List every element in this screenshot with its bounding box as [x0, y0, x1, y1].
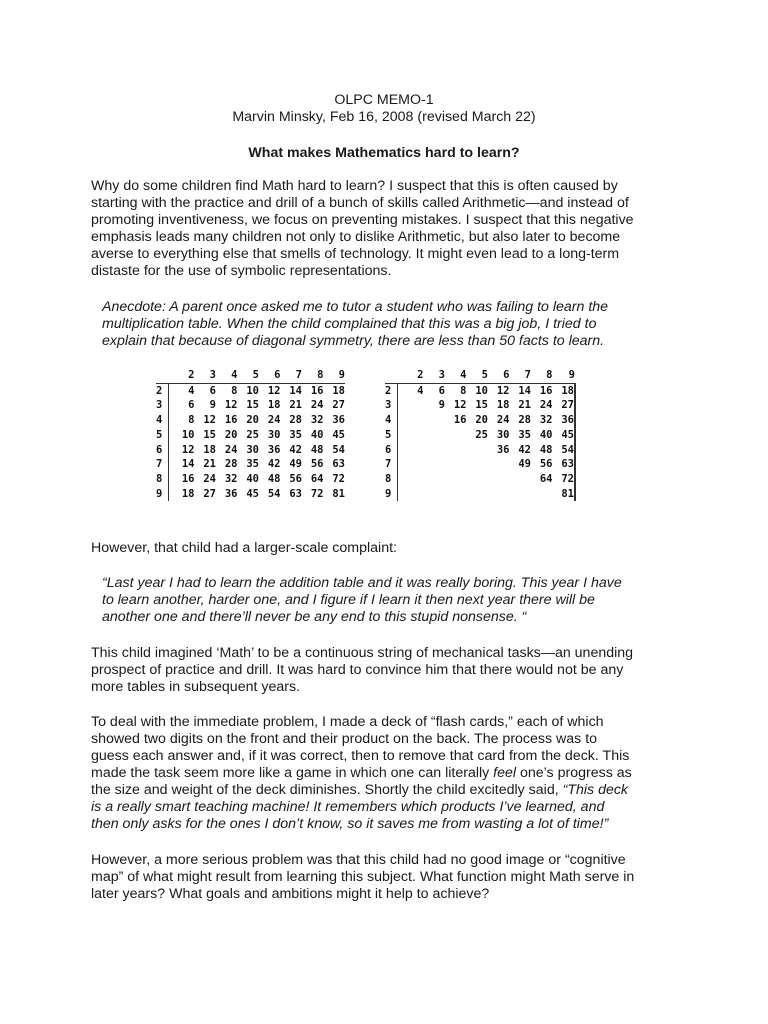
product-cell: 18 [332, 384, 345, 397]
product-cell: 81 [332, 487, 345, 500]
column-header: 9 [324, 368, 346, 383]
text-line: To deal with the immediate problem, I made a deck of “flash cards,” each of which [91, 714, 604, 730]
product-cell: 64 [310, 472, 324, 485]
memo-number: OLPC MEMO-1 [334, 92, 434, 108]
multiplication-table-half [385, 368, 576, 501]
column-header: 7 [510, 368, 532, 383]
table-row [385, 487, 575, 502]
row-header: 2 [156, 384, 163, 397]
product-cell: 15 [475, 399, 488, 412]
text-line: promoting inventiveness, we focus on preventing mistakes. I suspect that this negative [91, 212, 634, 228]
product-cell: 18 [267, 399, 281, 412]
row-header: 5 [385, 428, 392, 441]
product-cell: 48 [310, 443, 324, 456]
column-header: 2 [402, 368, 424, 383]
product-cell: 63 [289, 487, 302, 500]
text-segment: made the task seem more like a game in which one can literally [91, 765, 494, 781]
row-header: 3 [385, 399, 392, 412]
table-row [385, 443, 575, 458]
product-cell: 36 [224, 487, 238, 500]
product-cell [467, 443, 489, 458]
product-cell: 30 [496, 428, 510, 441]
table-header-row [385, 368, 575, 383]
row-header: 6 [385, 443, 392, 456]
product-cell: 12 [224, 399, 238, 412]
row-header: 9 [156, 487, 163, 500]
row-header: 6 [156, 443, 163, 456]
column-header: 5 [238, 368, 260, 383]
column-header: 4 [216, 368, 238, 383]
product-cell [424, 413, 446, 428]
product-cell [402, 443, 424, 458]
product-cell [424, 472, 446, 487]
text-segment: the size and weight of the deck diminishes. Shortly the child excitedly said, [91, 782, 563, 798]
product-cell [402, 457, 424, 472]
text-line [91, 782, 691, 799]
product-cell: 54 [553, 443, 576, 458]
product-cell: 30 [267, 428, 281, 441]
product-cell: 40 [539, 428, 553, 441]
product-cell [531, 487, 553, 502]
product-cell [445, 487, 467, 502]
table-row [385, 398, 575, 413]
product-cell: 14 [289, 384, 302, 397]
product-cell: 32 [539, 414, 553, 427]
column-header: 8 [531, 368, 553, 383]
row-header: 7 [156, 458, 163, 471]
product-cell: 6 [188, 399, 195, 412]
product-cell: 56 [539, 458, 553, 471]
product-cell: 72 [332, 472, 345, 485]
column-header: 2 [173, 368, 195, 383]
table-row [385, 383, 575, 398]
product-cell: 9 [209, 399, 216, 412]
table-row [156, 487, 345, 502]
product-cell: 81 [553, 487, 576, 502]
product-cell: 45 [246, 487, 259, 500]
product-cell [467, 457, 489, 472]
table-row [156, 443, 345, 458]
product-cell: 16 [539, 384, 553, 397]
text-line: distaste for the use of symbolic representations. [91, 263, 392, 279]
product-cell: 8 [460, 384, 467, 397]
product-cell [424, 487, 446, 502]
product-cell: 16 [310, 384, 324, 397]
product-cell: 16 [181, 472, 195, 485]
table-row [385, 428, 575, 443]
product-cell [402, 428, 424, 443]
product-cell: 36 [496, 443, 510, 456]
text-line: then only asks for the ones I don’t know, so it saves me from wasting a lot of time!” [91, 816, 609, 832]
product-cell: 9 [438, 399, 445, 412]
product-cell: 12 [203, 414, 216, 427]
product-cell [467, 472, 489, 487]
product-cell [424, 443, 446, 458]
product-cell [402, 398, 424, 413]
product-cell: 14 [181, 458, 195, 471]
product-cell: 24 [496, 414, 510, 427]
product-cell: 14 [518, 384, 531, 397]
product-cell: 16 [453, 414, 467, 427]
corner-cell [385, 368, 398, 383]
text-line: However, a more serious problem was that this child had no good image or “cognitive [91, 852, 626, 868]
text-segment: one’s progress as [516, 765, 632, 781]
product-cell: 12 [181, 443, 195, 456]
text-line: Why do some children find Math hard to learn? I suspect that this is often caused by [91, 178, 618, 194]
product-cell: 18 [181, 487, 195, 500]
product-cell: 24 [224, 443, 238, 456]
product-cell [488, 457, 510, 472]
text-line: multiplication table. When the child complained that this was a big job, I tried to [102, 316, 597, 332]
product-cell: 28 [224, 458, 238, 471]
text-line: later years? What goals and ambitions might it help to achieve? [91, 886, 490, 902]
product-cell [510, 487, 532, 502]
child-quote [102, 575, 662, 626]
product-cell [445, 428, 467, 443]
product-cell [488, 487, 510, 502]
product-cell: 28 [289, 414, 302, 427]
product-cell: 42 [518, 443, 531, 456]
text-line: Anecdote: A parent once asked me to tutor a student who was failing to learn the [102, 299, 609, 315]
table-row [156, 457, 345, 472]
product-cell: 54 [332, 443, 345, 456]
table-row [156, 428, 345, 443]
paragraph-complaint-intro: However, that child had a larger-scale complaint: [91, 540, 397, 556]
anecdote-block [102, 299, 662, 350]
product-cell [402, 413, 424, 428]
text-line: more tables in subsequent years. [91, 679, 300, 695]
column-header: 8 [302, 368, 324, 383]
product-cell: 40 [310, 428, 324, 441]
product-cell: 10 [475, 384, 488, 397]
product-cell: 42 [267, 458, 281, 471]
row-header: 4 [385, 414, 392, 427]
table-header-row [156, 368, 345, 383]
table-row [385, 472, 575, 487]
product-cell: 30 [246, 443, 259, 456]
product-cell: 15 [203, 428, 216, 441]
product-cell: 28 [518, 414, 531, 427]
column-header: 9 [553, 368, 576, 383]
row-header: 4 [156, 414, 163, 427]
product-cell: 15 [246, 399, 259, 412]
product-cell: 56 [310, 458, 324, 471]
paragraph-intro [91, 178, 691, 280]
product-cell: 49 [289, 458, 302, 471]
text-line: to learn another, harder one, and I figure if I learn it then next year there will be [102, 592, 595, 608]
product-cell: 64 [539, 472, 553, 485]
product-cell: 45 [553, 428, 576, 443]
multiplication-table-full [156, 368, 345, 501]
product-cell: 12 [453, 399, 467, 412]
product-cell: 36 [332, 414, 345, 427]
text-line: another one and there’ll never be any end to this stupid nonsense. “ [102, 609, 527, 625]
table-row [156, 398, 345, 413]
product-cell [467, 487, 489, 502]
product-cell: 6 [209, 384, 216, 397]
product-cell: 20 [246, 414, 259, 427]
text-line: starting with the practice and drill of a bunch of skills called Arithmetic—and instead of [91, 195, 629, 211]
text-line: map” of what might result from learning this subject. What function might Math serve in [91, 869, 635, 885]
product-cell: 27 [553, 398, 576, 413]
product-cell: 45 [332, 428, 345, 441]
paragraph-cognitive-map [91, 852, 691, 903]
memo-title: What makes Mathematics hard to learn? [248, 145, 520, 161]
product-cell: 36 [553, 413, 576, 428]
product-cell: 21 [289, 399, 302, 412]
product-cell: 12 [496, 384, 510, 397]
product-cell: 40 [246, 472, 259, 485]
product-cell: 12 [267, 384, 281, 397]
row-header: 3 [156, 399, 163, 412]
product-cell: 6 [438, 384, 445, 397]
product-cell: 42 [289, 443, 302, 456]
product-cell [402, 487, 424, 502]
row-header: 8 [385, 472, 392, 485]
product-cell [424, 428, 446, 443]
table-row [156, 383, 345, 398]
column-header: 6 [488, 368, 510, 383]
text-line: averse to everything else that smells of technology. It might even lead to a long-term [91, 246, 620, 262]
table-row [156, 472, 345, 487]
row-header: 5 [156, 428, 163, 441]
row-header: 7 [385, 458, 392, 471]
product-cell: 24 [203, 472, 216, 485]
paragraph-math-imagined [91, 645, 691, 696]
text-line: “Last year I had to learn the addition table and it was really boring. This year I have [102, 575, 622, 591]
column-header: 4 [445, 368, 467, 383]
product-cell: 4 [188, 384, 195, 397]
product-cell: 16 [224, 414, 238, 427]
product-cell: 63 [553, 457, 576, 472]
product-cell: 36 [267, 443, 281, 456]
product-cell: 54 [267, 487, 281, 500]
product-cell: 18 [553, 383, 576, 398]
row-header: 8 [156, 472, 163, 485]
row-header: 9 [385, 487, 392, 500]
product-cell: 18 [203, 443, 216, 456]
column-header: 5 [467, 368, 489, 383]
product-cell [424, 457, 446, 472]
product-cell: 21 [518, 399, 531, 412]
product-cell [510, 472, 532, 487]
column-header: 3 [424, 368, 446, 383]
product-cell: 8 [188, 414, 195, 427]
column-header: 6 [259, 368, 281, 383]
text-line: prospect of practice and drill. It was hard to convince him that there would not be any [91, 662, 624, 678]
product-cell: 21 [203, 458, 216, 471]
row-header: 2 [385, 384, 392, 397]
table-row [385, 413, 575, 428]
product-cell: 18 [496, 399, 510, 412]
product-cell: 48 [267, 472, 281, 485]
product-cell: 10 [246, 384, 259, 397]
product-cell: 32 [310, 414, 324, 427]
product-cell: 35 [518, 428, 531, 441]
table-row [385, 457, 575, 472]
product-cell: 27 [332, 399, 345, 412]
product-cell: 27 [203, 487, 216, 500]
emphasis-feel: feel [493, 765, 517, 781]
product-cell: 56 [289, 472, 302, 485]
product-cell: 8 [231, 384, 238, 397]
text-line: explain that because of diagonal symmetry, there are less than 50 facts to learn. [102, 333, 605, 349]
product-cell [445, 472, 467, 487]
product-cell: 25 [246, 428, 259, 441]
product-cell: 32 [224, 472, 238, 485]
column-header: 3 [195, 368, 217, 383]
text-line: showed two digits on the front and their product on the back. The process was to [91, 731, 598, 747]
column-header: 7 [281, 368, 303, 383]
product-cell [445, 457, 467, 472]
product-cell: 20 [475, 414, 488, 427]
product-cell: 24 [267, 414, 281, 427]
text-line: emphasis leads many children not only to dislike Arithmetic, but also later to become [91, 229, 621, 245]
product-cell: 72 [310, 487, 324, 500]
product-cell: 35 [246, 458, 259, 471]
paragraph-flash-cards [91, 714, 691, 833]
corner-cell [156, 368, 169, 383]
product-cell [402, 472, 424, 487]
product-cell: 24 [310, 399, 324, 412]
product-cell: 20 [224, 428, 238, 441]
product-cell: 49 [518, 458, 531, 471]
product-cell: 24 [539, 399, 553, 412]
product-cell [445, 443, 467, 458]
product-cell: 10 [181, 428, 195, 441]
product-cell [488, 472, 510, 487]
byline: Marvin Minsky, Feb 16, 2008 (revised March 22) [232, 109, 536, 125]
text-line: is a really smart teaching machine! It remembers which products I’ve learned, and [91, 799, 605, 815]
text-line [91, 765, 691, 782]
product-cell: 25 [475, 428, 488, 441]
product-cell: 35 [289, 428, 302, 441]
product-cell: 72 [553, 472, 576, 487]
table-row [156, 413, 345, 428]
product-cell: 48 [539, 443, 553, 456]
product-cell: 63 [332, 458, 345, 471]
quote-segment: “This deck [562, 782, 629, 798]
text-line: guess each answer and, if it was correct, then to remove that card from the deck. This [91, 748, 630, 764]
text-line: This child imagined ‘Math’ to be a continuous string of mechanical tasks—an unending [91, 645, 634, 661]
product-cell: 4 [417, 384, 424, 397]
